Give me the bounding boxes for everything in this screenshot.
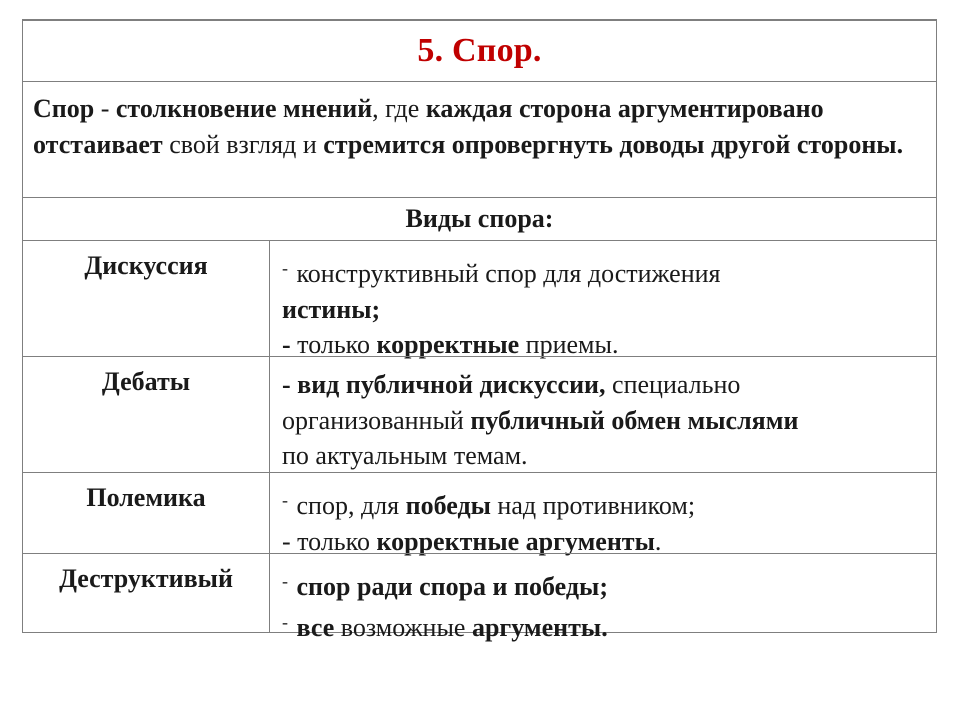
desc-text: спор, для (290, 491, 406, 520)
definition-text (33, 91, 924, 162)
desc-bold: спор ради спора и победы; (290, 572, 608, 601)
desc-line (282, 605, 928, 646)
definition-plain-1: , где (372, 94, 426, 123)
kind-description (270, 241, 936, 359)
desc-bold: все (290, 612, 335, 642)
definition-bold-1: столкновение мнений (115, 94, 373, 123)
kinds-heading: Виды спора: (405, 204, 554, 233)
kind-term: Дискуссия (23, 241, 270, 356)
desc-text: возможные (334, 612, 472, 642)
desc-line (282, 251, 928, 292)
kind-row-debate (23, 356, 936, 472)
desc-line (282, 438, 928, 474)
kind-term: Деструктивый (23, 554, 270, 632)
bullet-dash: - (282, 330, 298, 359)
desc-bold: аргументы. (471, 612, 608, 642)
desc-text: специально (605, 370, 741, 399)
desc-line (282, 292, 928, 328)
desc-bold: корректные (376, 330, 520, 359)
desc-bold: - вид публичной дискуссии, (282, 370, 606, 399)
kind-row-discussion (23, 240, 936, 359)
desc-line (282, 403, 928, 439)
kind-description (270, 357, 936, 472)
kind-term: Дебаты (23, 357, 270, 472)
bullet-dash: - (282, 571, 288, 591)
desc-text: конструктивный спор для достижения (290, 259, 721, 288)
kind-row-destructive (23, 553, 936, 642)
definition-separator: - (94, 94, 116, 123)
kind-description (270, 473, 936, 556)
desc-text: приемы. (519, 330, 619, 359)
slide-title: 5. Спор. (417, 32, 542, 69)
definition-bold-2: каждая сторона аргументировано отстаивает (33, 94, 824, 159)
desc-text: над противником; (490, 491, 696, 520)
desc-text: организованный (282, 405, 471, 435)
kind-term: Полемика (23, 473, 270, 553)
bullet-dash: - (282, 490, 288, 510)
desc-line (282, 483, 928, 524)
kind-description (270, 554, 936, 642)
bullet-dash: - (282, 258, 288, 278)
definition-bold-3: стремится опровергнуть доводы другой стороны. (323, 129, 904, 159)
desc-text: только (297, 330, 377, 359)
bullet-dash: - (282, 611, 288, 632)
kind-row-polemic (23, 472, 936, 556)
desc-bold: корректные аргументы (376, 526, 655, 556)
desc-line (282, 564, 928, 605)
desc-text: по актуальным темам. (282, 441, 528, 470)
desc-text: . (654, 526, 662, 556)
definition-row (23, 81, 936, 197)
desc-bold: победы (405, 491, 491, 520)
dispute-table (22, 19, 937, 642)
desc-text: - только (282, 526, 377, 556)
desc-line (282, 367, 928, 403)
desc-bold: публичный обмен мыслями (470, 405, 799, 435)
kinds-heading-row (23, 197, 936, 240)
definition-term: Спор (33, 94, 95, 123)
definition-plain-2: свой взгляд и (162, 129, 324, 159)
title-row (23, 21, 936, 81)
desc-bold: истины; (282, 294, 381, 324)
